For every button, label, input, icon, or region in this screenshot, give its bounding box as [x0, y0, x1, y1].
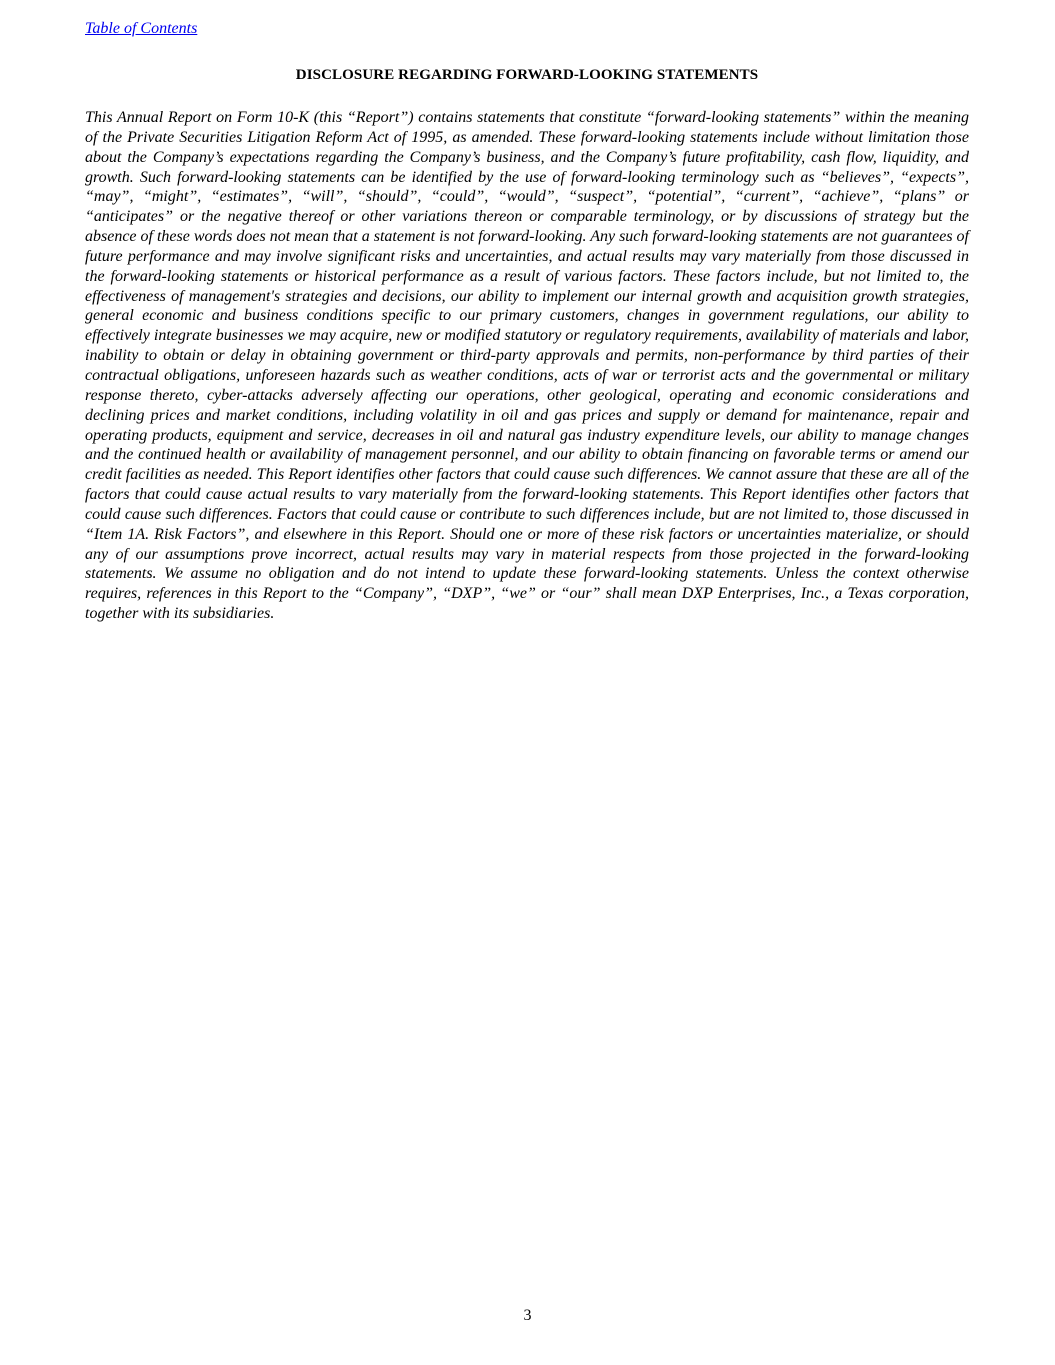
section-title: DISCLOSURE REGARDING FORWARD-LOOKING STATEMENTS — [295, 67, 759, 83]
table-of-contents-link[interactable]: Table of Contents — [85, 20, 198, 37]
page-number: 3 — [523, 1307, 532, 1324]
forward-looking-statements-paragraph: This Annual Report on Form 10-K (this “Report”) contains statements that constitute “forward-looking statements” within the meaning of the Private Securities Litigation Reform Act of 1995, as amended. These forward-looking statements include without limitation those about the Company’s expectations regarding the Company’s business, and the Company’s future profitability, cash flow, liquidity, and growth. Such forward-looking statements can be identified by the use of forward-looking terminology such as “believes”, “expects”, “may”, “might”, “estimates”, “will”, “should”, “could”, “would”, “suspect”, “potential”, “current”, “achieve”, “plans” or “anticipates” or the negative thereof or other variations thereon or comparable terminology, or by discussions of strategy but the absence of these words does not mean that a statement is not forward-looking. Any such forward-looking statements are not guarantees of future performance and may involve significant risks and uncertainties, and actual results may vary materially from those discussed in the forward-looking statements or historical performance as a result of various factors. These factors include, but not limited to, the effectiveness of management's strategies and decisions, our ability to implement our internal growth and acquisition growth strategies, general economic and business conditions specific to our primary customers, changes in government regulations, our ability to effectively integrate businesses we may acquire, new or modified statutory or regulatory requirements, availability of materials and labor, inability to obtain or delay in obtaining government or third-party approvals and permits, non-performance by third parties of their contractual obligations, unforeseen hazards such as weather conditions, acts of war or terrorist acts and the governmental or military response thereto, cyber-attacks adversely affecting our operations, other geological, operating and economic considerations and declining prices and market conditions, including volatility in oil and gas prices and supply or demand for maintenance, repair and operating products, equipment and service, decreases in oil and natural gas industry expenditure levels, our ability to manage changes and the continued health or availability of management personnel, and our ability to obtain financing on favorable terms or amend our credit facilities as needed. This Report identifies other factors that could cause such differences. We cannot assure that these are all of the factors that could cause actual results to vary materially from the forward-looking statements. This Report identifies other factors that could cause such differences. Factors that could cause or contribute to such differences include, but are not limited to, those discussed in “Item 1A. Risk Factors”, and elsewhere in this Report. Should one or more of these risk factors or uncertainties materialize, or should any of our assumptions prove incorrect, actual results may vary in material respects from those projected in the forward-looking statements. We assume no obligation and do not intend to update these forward-looking statements. Unless the context otherwise requires, references in this Report to the “Company”, “DXP”, “we” or “our” shall mean DXP Enterprises, Inc., a Texas corporation, together with its subsidiaries. — [85, 109, 969, 623]
